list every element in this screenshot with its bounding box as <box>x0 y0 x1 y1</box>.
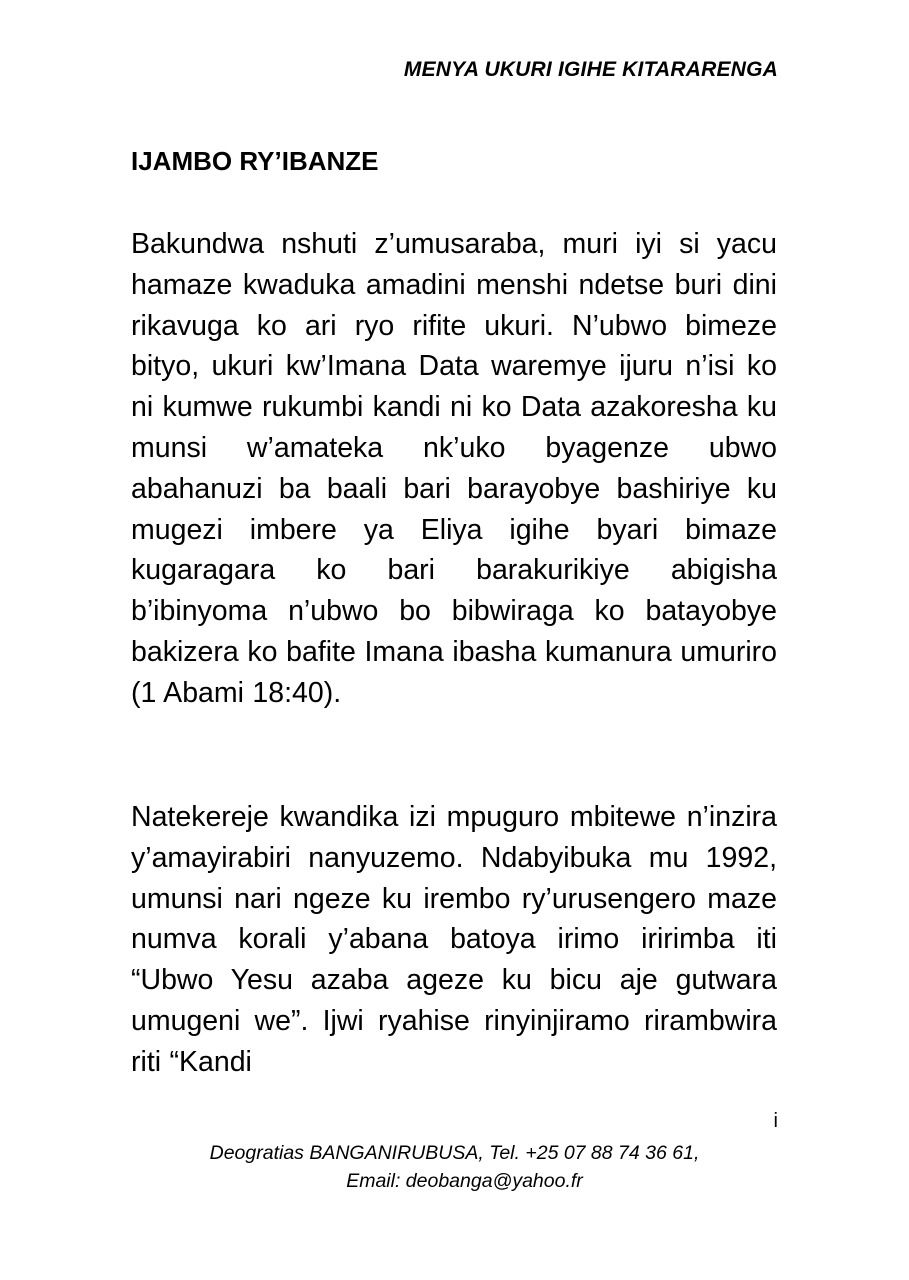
footer-contact-line: Deogratias BANGANIRUBUSA, Tel. +25 07 88 74 36 61, <box>209 1142 700 1164</box>
paragraph-1: Bakundwa nshuti z’umusaraba, muri iyi si yacu hamaze kwaduka amadini menshi ndetse buri dini rikavuga ko ari ryo rifite ukuri. N’ubwo bimeze bityo, ukuri kw’Imana Data waremye ijuru n’isi ko ni kumwe rukumbi kandi ni ko Data azakoresha ku munsi w’amateka nk’uko byagenze ubwo abahanuzi ba baali bari barayobye bashiriye ku mugezi imbere ya Eliya igihe byari bimaze kugaragara ko bari barakurikiye abigisha b’ibinyoma n’ubwo bo bibwiraga ko batayobye bakizera ko bafite Imana ibasha kumanura umuriro (1 Abami 18:40). <box>131 228 777 709</box>
chapter-title: IJAMBO RY’IBANZE <box>131 146 379 176</box>
page-number: i <box>773 1110 778 1132</box>
running-header: MENYA UKURI IGIHE KITARARENGA <box>403 58 778 81</box>
paragraph-2: Natekereje kwandika izi mpuguro mbitewe n’inzira y’amayirabiri nanyuzemo. Ndabyibuka mu 1992, umunsi nari ngeze ku irembo ry’urusengero maze numva korali y’abana batoya irimo iririmba iti “Ubwo Yesu azaba ageze ku bicu aje gutwara umugeni we”. Ijwi ryahise rinyinjiramo rirambwira riti “Kandi <box>131 801 777 1078</box>
footer <box>0 1139 909 1195</box>
footer-email-line: Email: deobanga@yahoo.fr <box>346 1170 583 1192</box>
